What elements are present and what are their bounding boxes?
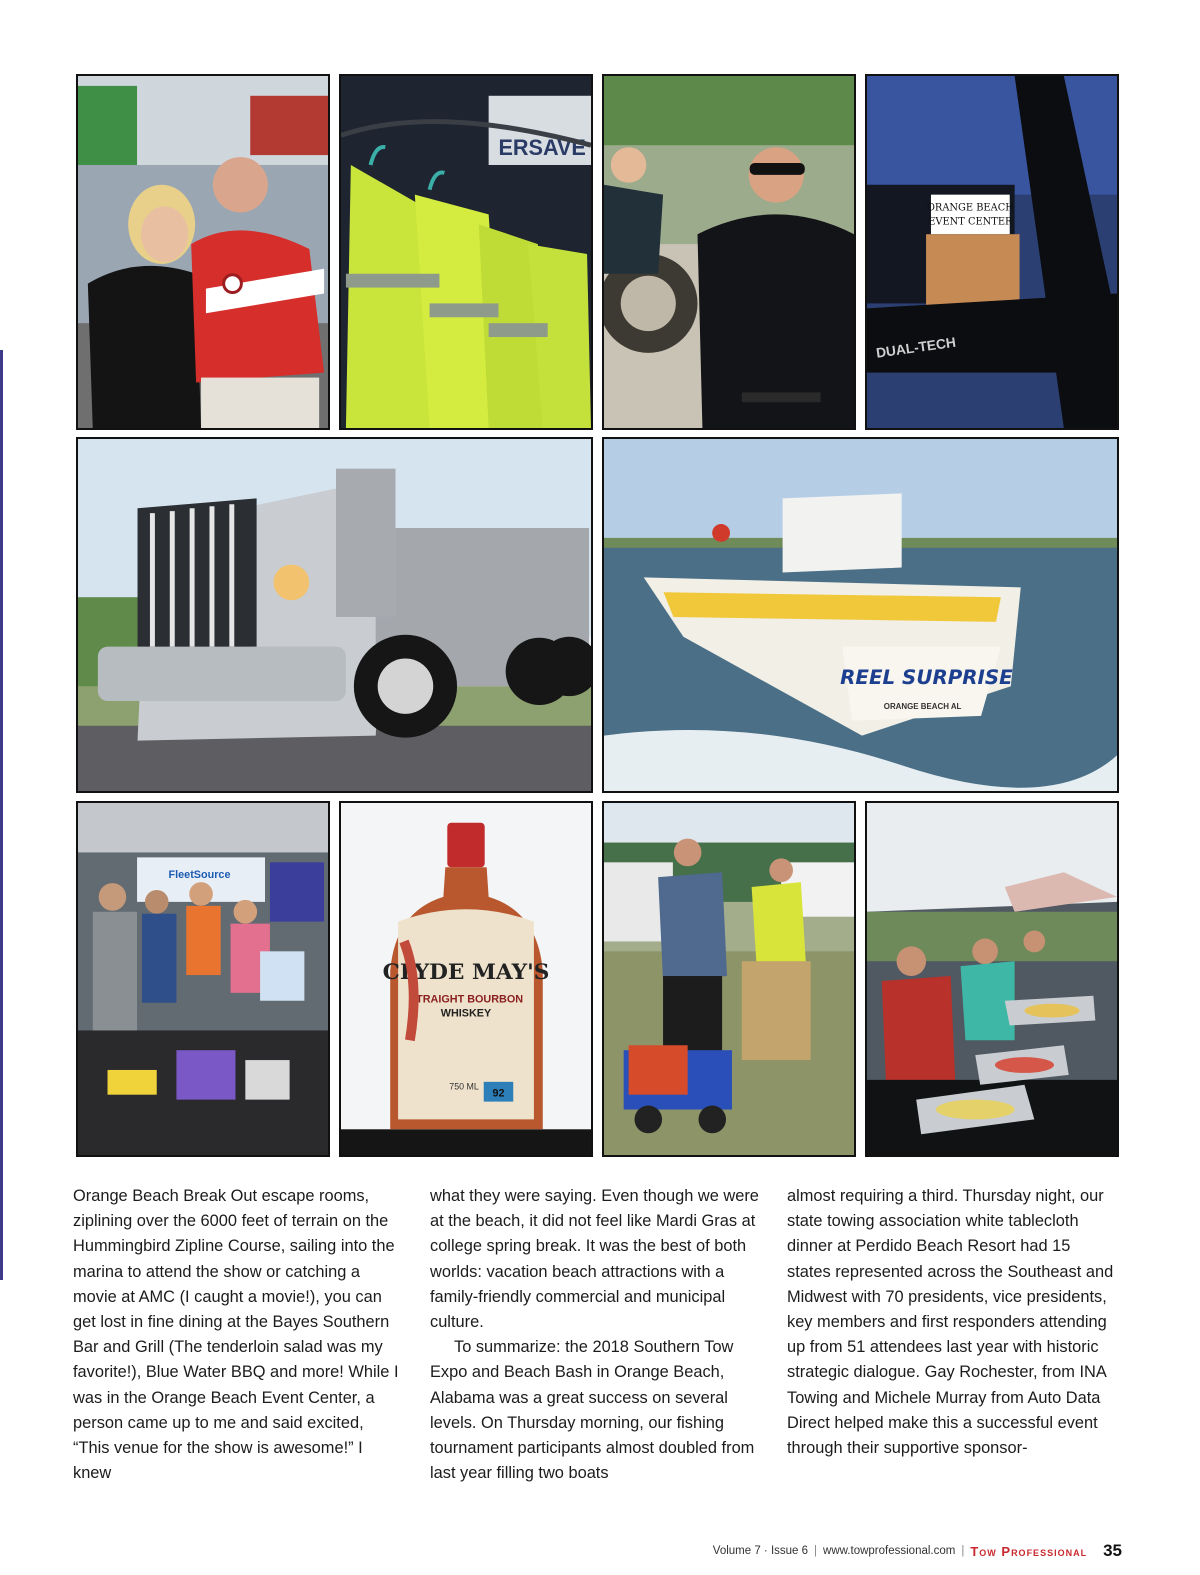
footer-separator: |: [814, 1545, 818, 1557]
footer-volume: Volume 7 · Issue 6: [712, 1545, 809, 1557]
photo-safety-jackets: [339, 74, 593, 430]
footer-separator: |: [961, 1545, 965, 1557]
footer-brand: Tow Professional: [970, 1543, 1088, 1559]
page-number: 35: [1103, 1541, 1122, 1560]
dual-tech-label: DUAL-TECH: [875, 333, 957, 361]
paragraph: To summarize: the 2018 Southern Tow Expo and Beach Bash in Orange Beach, Alabama was a great success on several levels. On Thursday morning, our fishing tournament participants almost doubled from last year filling two boats: [430, 1338, 755, 1483]
article-column-2: [430, 1184, 760, 1486]
article-column-3: [787, 1184, 1117, 1461]
bottle-line1: STRAIGHT BOURBON: [408, 993, 524, 1006]
photo-fishing-boat: [602, 437, 1119, 793]
photo-buffet-tent: [865, 801, 1119, 1157]
photo-vendor-booth: [76, 801, 330, 1157]
paragraph: Orange Beach Break Out escape rooms, ziplining over the 6000 feet of terrain on the Hummingbird Zipline Course, sailing into the marina to attend the show or catching a movie at AMC (I caught a movie!), you can get lost in fine dining at the Bayes Southern Bar and Grill (The tenderloin salad was my favorite!), Blue Water BBQ and more! While I was in the Orange Beach Event Center, a person came up to me and said excited, “This venue for the show is awesome!” I knew: [73, 1187, 399, 1483]
photo-operator-portrait: [602, 74, 856, 430]
footer-website[interactable]: www.towprofessional.com: [823, 1545, 956, 1557]
paragraph: what they were saying. Even though we were at the beach, it did not feel like Mardi Gras at college spring break. It was the best of both worlds: vacation beach attractions with a family-friendly commercial and municipal culture.: [430, 1187, 759, 1332]
paragraph: almost requiring a third. Thursday night, our state towing association white tablecloth dinner at Perdido Beach Resort had 15 states represented across the Southeast and Midwest with 70 presidents, vice presidents, key members and first responders attending up from 51 attendees last year with historic strategic dialogue. Gay Rochester, from INA Towing and Michele Murray from Auto Data Direct helped make this a successful event through their supportive sponsor-: [787, 1187, 1114, 1458]
photo-couple-at-expo: [76, 74, 330, 430]
bottle-brand: CLYDE MAY'S: [382, 959, 550, 986]
photo-event-center-night: [865, 74, 1119, 430]
bottle-line2: WHISKEY: [440, 1007, 492, 1020]
event-center-sign-line1: ORANGE BEACH: [926, 202, 1014, 214]
svg-text:ERSAVE: ERSAVE: [498, 135, 586, 161]
photo-whiskey-bottle: [339, 801, 593, 1157]
event-center-sign-line2: EVENT CENTER: [928, 216, 1013, 228]
bottle-proof: 92: [492, 1087, 505, 1100]
photo-chrome-tow-truck: [76, 437, 593, 793]
photo-first-responders: [602, 801, 856, 1157]
page-footer: [713, 1540, 1122, 1562]
boat-home-port: ORANGE BEACH AL: [883, 701, 962, 711]
bottle-volume: 750 ML: [449, 1081, 479, 1092]
boat-name: REEL SURPRISE: [840, 666, 1013, 690]
article-column-1: [73, 1184, 403, 1486]
fleetsource-banner: FleetSource: [168, 869, 231, 882]
page-edge-strip: [0, 350, 3, 1280]
